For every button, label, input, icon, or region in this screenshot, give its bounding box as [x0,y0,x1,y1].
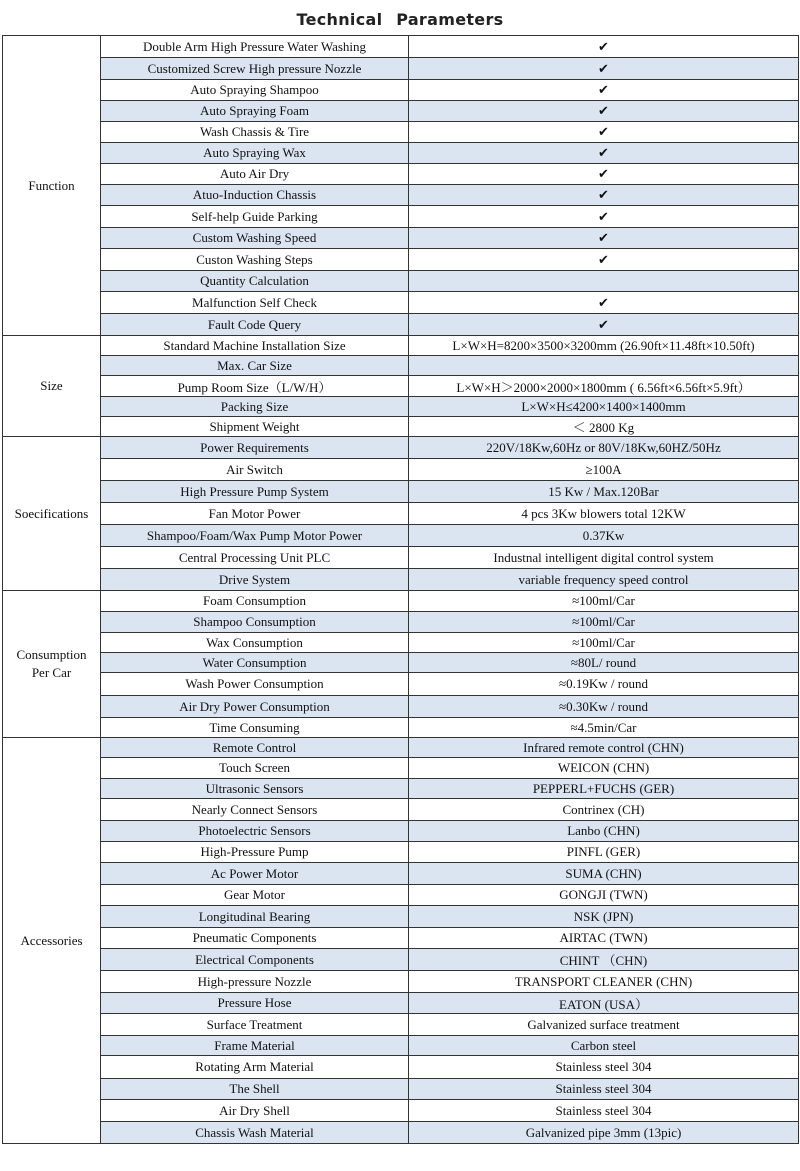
table-row [3,164,799,185]
parameter-value: ≈100ml/Car [409,591,799,612]
parameter-name: Photoelectric Sensors [101,821,409,842]
table-row [3,58,799,80]
check-icon: ✔ [409,314,799,336]
parameter-name: Ac Power Motor [101,863,409,885]
parameter-value: L×W×H≤4200×1400×1400mm [409,397,799,417]
parameter-name: Air Dry Power Consumption [101,696,409,718]
parameter-value: ≥100A [409,459,799,481]
parameter-name: Electrical Components [101,949,409,971]
parameter-value [409,271,799,292]
table-row [3,993,799,1014]
table-row [3,271,799,292]
check-icon: ✔ [409,58,799,80]
parameter-value: variable frequency speed control [409,569,799,591]
table-row [3,1100,799,1122]
parameter-name: Customized Screw High pressure Nozzle [101,58,409,80]
table-row [3,612,799,633]
parameter-value: TRANSPORT CLEANER (CHN) [409,971,799,993]
parameter-value: AIRTAC (TWN) [409,928,799,949]
table-row [3,292,799,314]
parameter-value: Contrinex (CH) [409,799,799,821]
table-row [3,1122,799,1144]
parameter-value: SUMA (CHN) [409,863,799,885]
parameter-value: EATON (USA） [409,993,799,1014]
table-row [3,356,799,376]
parameter-value: Infrared remote control (CHN) [409,738,799,758]
parameter-name: Auto Spraying Wax [101,143,409,164]
table-row [3,314,799,336]
parameter-name: Air Dry Shell [101,1100,409,1122]
parameter-value: L×W×H＞2000×2000×1800mm ( 6.56ft×6.56ft×5.9ft） [409,376,799,397]
table-row [3,1079,799,1100]
parameter-value: 0.37Kw [409,525,799,547]
check-icon: ✔ [409,249,799,271]
table-row [3,143,799,164]
parameter-name: Pump Room Size（L/W/H） [101,376,409,397]
parameter-name: Power Requirements [101,437,409,459]
parameter-name: The Shell [101,1079,409,1100]
parameter-value: Stainless steel 304 [409,1100,799,1122]
group-label: Function [3,36,101,336]
parameter-name: Quantity Calculation [101,271,409,292]
table-row [3,397,799,417]
parameter-value: CHINT （CHN) [409,949,799,971]
table-row [3,525,799,547]
check-icon: ✔ [409,80,799,101]
check-icon: ✔ [409,292,799,314]
parameter-name: Air Switch [101,459,409,481]
table-row [3,185,799,206]
parameter-value: ≈80L/ round [409,653,799,673]
table-row [3,569,799,591]
parameter-value: PINFL (GER) [409,842,799,863]
table-row [3,376,799,397]
table-row [3,696,799,718]
parameter-value: Industnal intelligent digital control system [409,547,799,569]
table-row [3,503,799,525]
table-row [3,799,799,821]
parameter-name: Malfunction Self Check [101,292,409,314]
group-label: Accessories [3,738,101,1144]
table-row [3,336,799,356]
parameter-value: Galvanized pipe 3mm (13pic) [409,1122,799,1144]
group-label: Size [3,336,101,437]
table-row [3,758,799,779]
parameter-name: Self-help Guide Parking [101,206,409,228]
parameter-value: Lanbo (CHN) [409,821,799,842]
table-row [3,906,799,928]
parameter-value: L×W×H=8200×3500×3200mm (26.90ft×11.48ft×10.50ft) [409,336,799,356]
parameter-value: WEICON (CHN) [409,758,799,779]
table-row [3,718,799,738]
table-row [3,779,799,799]
parameter-value: ≈100ml/Car [409,612,799,633]
table-row [3,1014,799,1036]
table-row [3,591,799,612]
parameter-name: Ultrasonic Sensors [101,779,409,799]
parameter-name: Fan Motor Power [101,503,409,525]
table-row [3,821,799,842]
check-icon: ✔ [409,122,799,143]
table-row [3,481,799,503]
parameter-name: High Pressure Pump System [101,481,409,503]
table-row [3,633,799,653]
check-icon: ✔ [409,185,799,206]
table-row [3,673,799,696]
parameter-name: Surface Treatment [101,1014,409,1036]
group-label: Soecifications [3,437,101,591]
table-body [3,36,799,1144]
parameter-value: Stainless steel 304 [409,1079,799,1100]
parameter-name: Standard Machine Installation Size [101,336,409,356]
parameter-name: Atuo-Induction Chassis [101,185,409,206]
parameter-name: Time Consuming [101,718,409,738]
parameter-value: ≈4.5min/Car [409,718,799,738]
parameter-name: Custon Washing Steps [101,249,409,271]
parameter-value: 4 pcs 3Kw blowers total 12KW [409,503,799,525]
parameter-value [409,356,799,376]
parameter-value: 220V/18Kw,60Hz or 80V/18Kw,60HZ/50Hz [409,437,799,459]
group-label: Consumption Per Car [3,591,101,738]
parameter-name: Wash Chassis & Tire [101,122,409,143]
parameter-name: Pneumatic Components [101,928,409,949]
table-row [3,885,799,906]
table-row [3,1036,799,1056]
parameter-name: Packing Size [101,397,409,417]
parameter-name: Foam Consumption [101,591,409,612]
parameter-name: High-pressure Nozzle [101,971,409,993]
check-icon: ✔ [409,36,799,58]
parameter-value: ≈0.19Kw / round [409,673,799,696]
table-row [3,36,799,58]
parameter-name: Fault Code Query [101,314,409,336]
table-row [3,863,799,885]
parameter-name: Longitudinal Bearing [101,906,409,928]
parameter-value: ＜ 2800 Kg [409,417,799,437]
parameter-name: Nearly Connect Sensors [101,799,409,821]
parameter-name: Rotating Arm Material [101,1056,409,1079]
check-icon: ✔ [409,101,799,122]
parameter-value: 15 Kw / Max.120Bar [409,481,799,503]
parameter-name: Chassis Wash Material [101,1122,409,1144]
table-row [3,547,799,569]
check-icon: ✔ [409,164,799,185]
parameter-name: Remote Control [101,738,409,758]
table-row [3,228,799,249]
parameter-name: High-Pressure Pump [101,842,409,863]
parameter-name: Gear Motor [101,885,409,906]
parameter-value: ≈100ml/Car [409,633,799,653]
table-row [3,206,799,228]
parameter-name: Wash Power Consumption [101,673,409,696]
table-row [3,437,799,459]
table-row [3,249,799,271]
table-row [3,1056,799,1079]
parameter-value: ≈0.30Kw / round [409,696,799,718]
parameter-name: Double Arm High Pressure Water Washing [101,36,409,58]
table-row [3,459,799,481]
parameter-value: GONGJI (TWN) [409,885,799,906]
table-row [3,653,799,673]
table-row [3,971,799,993]
check-icon: ✔ [409,228,799,249]
table-row [3,80,799,101]
parameter-value: NSK (JPN) [409,906,799,928]
table-row [3,738,799,758]
table-row [3,417,799,437]
parameter-name: Pressure Hose [101,993,409,1014]
parameter-name: Shipment Weight [101,417,409,437]
parameter-name: Auto Spraying Shampoo [101,80,409,101]
parameter-name: Frame Material [101,1036,409,1056]
parameter-name: Central Processing Unit PLC [101,547,409,569]
parameter-name: Auto Air Dry [101,164,409,185]
parameter-value: Galvanized surface treatment [409,1014,799,1036]
page-title: Technical Parameters [296,10,504,29]
parameter-name: Shampoo Consumption [101,612,409,633]
parameter-value: Carbon steel [409,1036,799,1056]
parameter-name: Drive System [101,569,409,591]
parameter-name: Custom Washing Speed [101,228,409,249]
table-row [3,101,799,122]
parameter-value: Stainless steel 304 [409,1056,799,1079]
parameter-value: PEPPERL+FUCHS (GER) [409,779,799,799]
table-row [3,842,799,863]
technical-parameters-table [2,35,799,1144]
parameter-name: Wax Consumption [101,633,409,653]
table-row [3,122,799,143]
parameter-name: Shampoo/Foam/Wax Pump Motor Power [101,525,409,547]
parameter-name: Auto Spraying Foam [101,101,409,122]
check-icon: ✔ [409,206,799,228]
table-row [3,949,799,971]
parameter-name: Max. Car Size [101,356,409,376]
parameter-name: Water Consumption [101,653,409,673]
check-icon: ✔ [409,143,799,164]
table-row [3,928,799,949]
parameter-name: Touch Screen [101,758,409,779]
